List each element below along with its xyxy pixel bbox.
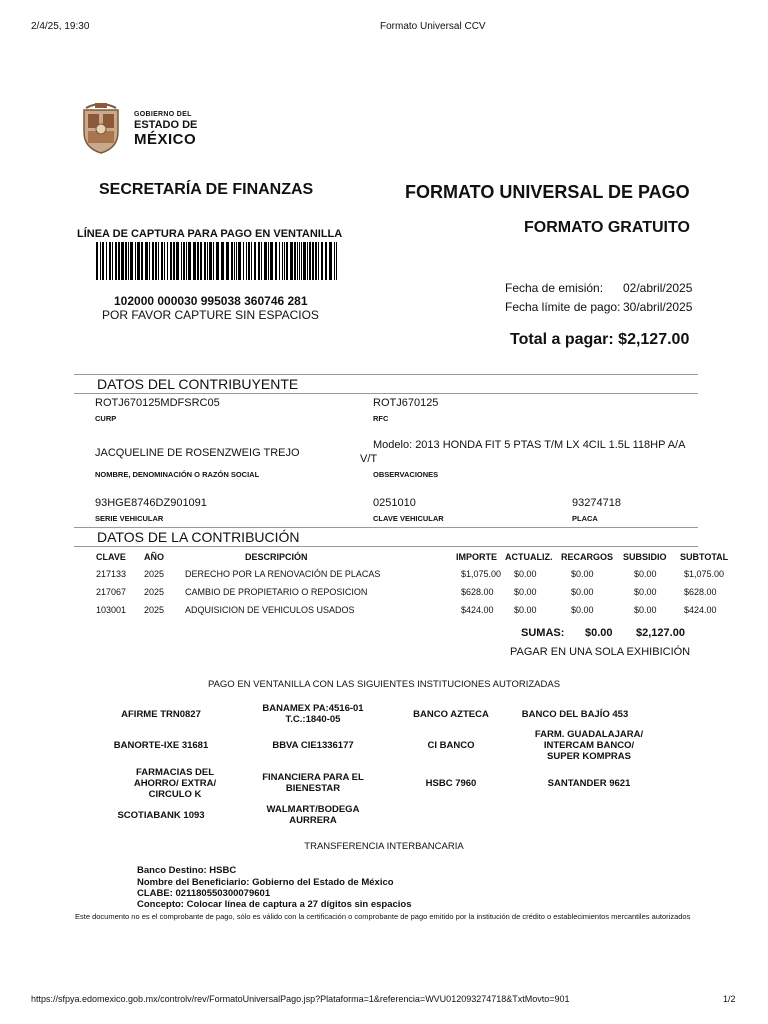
institucion-bbva: BBVA CIE1336177 (272, 740, 354, 751)
institucion-hsbc: HSBC 7960 (425, 778, 477, 789)
cell-subsidio: $0.00 (634, 605, 657, 615)
cell-clave: 217133 (96, 569, 127, 579)
observaciones-value: Modelo: 2013 HONDA FIT 5 PTAS T/M LX 4CIL 1.5L 118HP A/A (373, 439, 686, 451)
cell-importe: $628.00 (461, 587, 494, 597)
table-row (87, 601, 740, 619)
logo-line-1: GOBIERNO DEL (134, 111, 192, 118)
col-importe: IMPORTE (456, 552, 498, 562)
institucion-banamex: BANAMEX PA:4516-01 T.C.:1840-05 (262, 703, 364, 725)
cell-recargos: $0.00 (571, 605, 594, 615)
secretaria-title: SECRETARÍA DE FINANZAS (99, 181, 314, 198)
institucion-banco-azteca: BANCO AZTECA (413, 709, 489, 720)
formato-subtitle: FORMATO GRATUITO (524, 219, 690, 236)
rfc-label: RFC (373, 414, 389, 423)
cell-subtotal: $628.00 (684, 587, 717, 597)
total-a-pagar: Total a pagar: $2,127.00 (510, 331, 690, 348)
clave-vehicular-label: CLAVE VEHICULAR (373, 514, 444, 523)
observaciones-value-cont: V/T (360, 453, 378, 465)
table-row (87, 583, 740, 601)
section-divider (74, 527, 698, 528)
contribucion-table (87, 549, 740, 619)
cell-recargos: $0.00 (571, 587, 594, 597)
col-descripcion: DESCRIPCIÓN (245, 552, 308, 562)
curp-value: ROTJ670125MDFSRC05 (95, 397, 220, 409)
concepto: Concepto: Colocar línea de captura a 27 dígitos sin espacios (137, 899, 412, 910)
cell-clave: 103001 (96, 605, 127, 615)
cell-actualiz: $0.00 (514, 569, 537, 579)
barcode (96, 242, 341, 280)
serie-value: 93HGE8746DZ901091 (95, 497, 207, 509)
fecha-limite-label: Fecha límite de pago: (505, 300, 621, 314)
cell-anio: 2025 (144, 587, 165, 597)
institucion-santander: SANTANDER 9621 (547, 778, 631, 789)
table-row (87, 565, 740, 583)
institucion-banorte: BANORTE-IXE 31681 (113, 740, 209, 751)
institucion-walmart: WALMART/BODEGA AURRERA (266, 804, 360, 826)
sumas-label: SUMAS: (521, 627, 565, 639)
cell-descripcion: CAMBIO DE PROPIETARIO O REPOSICION (185, 587, 368, 597)
observaciones-label: OBSERVACIONES (373, 470, 439, 479)
cell-clave: 217067 (96, 587, 127, 597)
col-clave: CLAVE (96, 552, 126, 562)
page-number: 1/2 (723, 994, 736, 1004)
instituciones-title: PAGO EN VENTANILLA CON LAS SIGUIENTES INSTITUCIONES AUTORIZADAS (207, 679, 561, 690)
section-divider (74, 374, 698, 375)
formato-title: FORMATO UNIVERSAL DE PAGO (405, 182, 690, 202)
transferencia-title: TRANSFERENCIA INTERBANCARIA (304, 841, 464, 852)
cell-anio: 2025 (144, 605, 165, 615)
print-datetime: 2/4/25, 19:30 (31, 21, 90, 32)
print-title: Formato Universal CCV (380, 21, 486, 32)
contribucion-title: DATOS DE LA CONTRIBUCIÓN (97, 529, 300, 545)
placa-value: 93274718 (572, 497, 621, 509)
logo-line-3: MÉXICO (134, 131, 197, 148)
col-anio: AÑO (144, 552, 164, 562)
clabe: CLABE: 021180550300079601 (137, 888, 271, 899)
captura-number: 102000 000030 995038 360746 281 (114, 294, 308, 308)
section-divider (74, 546, 698, 547)
pago-unico-note: PAGAR EN UNA SOLA EXHIBICIÓN (510, 646, 691, 658)
curp-label: CURP (95, 414, 117, 423)
serie-label: SERIE VEHICULAR (95, 514, 164, 523)
cell-importe: $1,075.00 (461, 569, 502, 579)
institucion-financiera-bienestar: FINANCIERA PARA EL BIENESTAR (262, 772, 364, 794)
nombre-value: JACQUELINE DE ROSENZWEIG TREJO (95, 447, 300, 459)
cell-recargos: $0.00 (571, 569, 594, 579)
col-subsidio: SUBSIDIO (623, 552, 667, 562)
logo-line-2: ESTADO DE (134, 119, 198, 131)
contribuyente-title: DATOS DEL CONTRIBUYENTE (97, 376, 299, 392)
cell-actualiz: $0.00 (514, 605, 537, 615)
footer-url: https://sfpya.edomexico.gob.mx/controlv/rev/FormatoUniversalPago.jsp?Plataforma=1&referencia=WVU012093274718&TxtMovto=901 (31, 994, 570, 1004)
captura-note: POR FAVOR CAPTURE SIN ESPACIOS (102, 308, 319, 322)
placa-label: PLACA (572, 514, 598, 523)
sumas-subsidio: $0.00 (585, 627, 613, 639)
table-header-row (87, 549, 740, 565)
state-seal-logo (80, 102, 122, 154)
banco-destino: Banco Destino: HSBC (137, 865, 237, 876)
cell-actualiz: $0.00 (514, 587, 537, 597)
institucion-afirme: AFIRME TRN0827 (121, 709, 201, 720)
cell-subsidio: $0.00 (634, 569, 657, 579)
rfc-value: ROTJ670125 (373, 397, 439, 409)
cell-importe: $424.00 (461, 605, 494, 615)
institucion-banco-bajio: BANCO DEL BAJÍO 453 (521, 709, 629, 720)
fecha-emision-value: 02/abril/2025 (623, 281, 693, 295)
fecha-limite-value: 30/abril/2025 (623, 300, 693, 314)
cell-subtotal: $424.00 (684, 605, 717, 615)
institucion-ci-banco: CI BANCO (427, 740, 475, 751)
cell-subsidio: $0.00 (634, 587, 657, 597)
disclaimer: Este documento no es el comprobante de pago, sólo es válido con la certificación o comprobante de pago emitido por la institución de crédito o establecimientos mercantiles autorizados (75, 912, 691, 921)
captura-label: LÍNEA DE CAPTURA PARA PAGO EN VENTANILLA (77, 228, 343, 240)
section-divider (74, 393, 698, 394)
clave-vehicular-value: 0251010 (373, 497, 416, 509)
institucion-farmacias-ahorro: FARMACIAS DEL AHORRO/ EXTRA/ CIRCULO K (133, 767, 217, 800)
col-recargos: RECARGOS (561, 552, 614, 562)
cell-subtotal: $1,075.00 (684, 569, 725, 579)
government-logo-text (134, 111, 197, 147)
institucion-scotiabank: SCOTIABANK 1093 (117, 810, 205, 821)
sumas-total: $2,127.00 (636, 627, 685, 639)
institucion-farm-guadalajara: FARM. GUADALAJARA/ INTERCAM BANCO/ SUPER KOMPRAS (534, 729, 644, 762)
cell-anio: 2025 (144, 569, 165, 579)
nombre-label: NOMBRE, DENOMINACIÓN O RAZÓN SOCIAL (95, 470, 260, 479)
beneficiario: Nombre del Beneficiario: Gobierno del Estado de México (137, 877, 394, 888)
col-subtotal: SUBTOTAL (680, 552, 729, 562)
fecha-emision-label: Fecha de emisión: (505, 281, 604, 295)
col-actualiz: ACTUALIZ. (505, 552, 553, 562)
cell-descripcion: ADQUISICION DE VEHICULOS USADOS (185, 605, 355, 615)
cell-descripcion: DERECHO POR LA RENOVACIÓN DE PLACAS (185, 569, 381, 579)
